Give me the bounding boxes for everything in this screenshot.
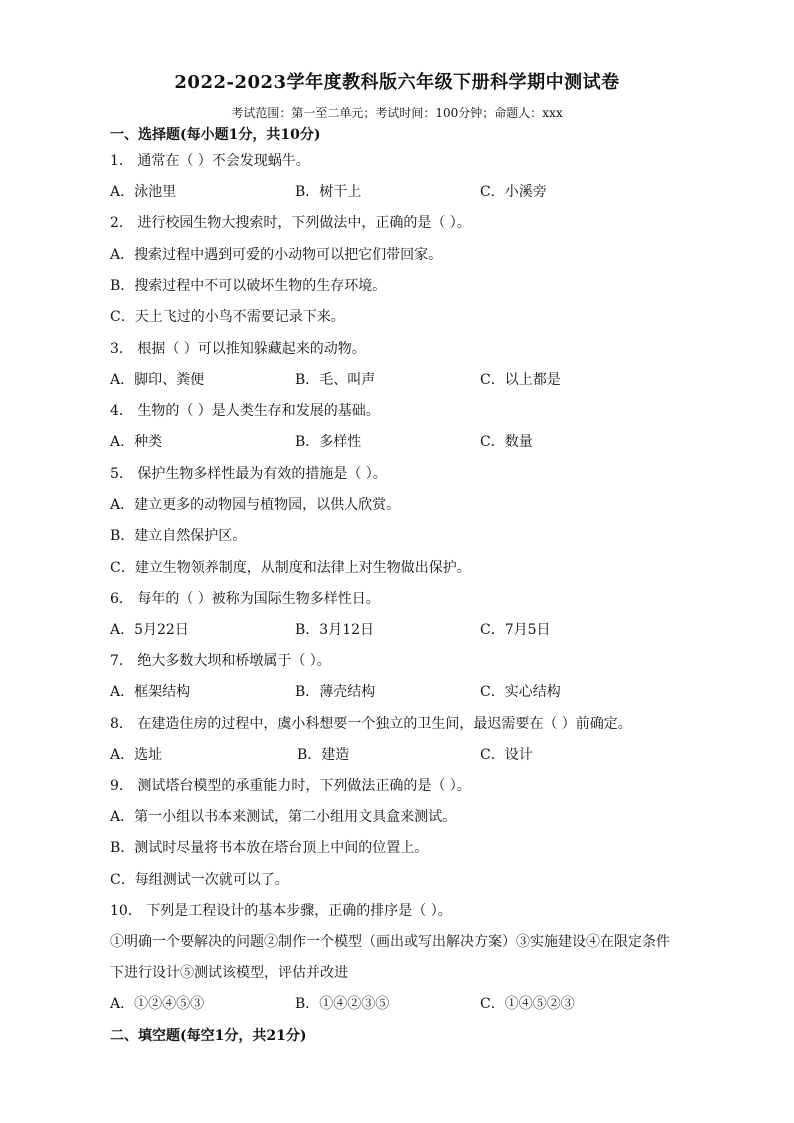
question-stem: 7． 绝大多数大坝和桥墩属于（ ）。 [110, 653, 331, 669]
option-a: A．选址 [110, 747, 163, 763]
question-stem: 2． 进行校园生物大搜索时，下列做法中，正确的是（ ）。 [110, 215, 471, 231]
option-a: A．第一小组以书本来测试，第二小组用文具盒来测试。 [110, 809, 457, 825]
option-c: C．建立生物领养制度，从制度和法律上对生物做出保护。 [110, 560, 471, 576]
option-b: B．建立自然保护区。 [110, 528, 247, 544]
option-c: C．设计 [480, 747, 533, 763]
section-heading-fill-blank: 二、填空题(每空1分，共21分) [110, 1028, 307, 1044]
option-c: C．①④⑤②③ [480, 996, 575, 1012]
option-a: A．建立更多的动物园与植物园，以供人欣赏。 [110, 497, 401, 513]
option-b: B．建造 [297, 747, 350, 763]
question-stem-continued: ①明确一个要解决的问题②制作一个模型（画出或写出解决方案）③实施建设④在限定条件 [110, 934, 670, 950]
question-stem: 9． 测试塔台模型的承重能力时，下列做法正确的是（ ）。 [110, 778, 471, 794]
option-c: C．7月5日 [480, 622, 551, 638]
option-a: A．框架结构 [110, 684, 191, 700]
question-stem: 8． 在建造住房的过程中，虞小科想要一个独立的卫生间，最迟需要在（ ）前确定。 [110, 716, 632, 732]
option-b: B．3月12日 [295, 622, 375, 638]
option-a: A．搜索过程中遇到可爱的小动物可以把它们带回家。 [110, 247, 443, 263]
option-a: A．5月22日 [110, 622, 189, 638]
option-c: C．实心结构 [480, 684, 561, 700]
question-stem: 10． 下列是工程设计的基本步骤，正确的排序是（ ）。 [110, 903, 452, 919]
question-stem-continued: 下进行设计⑤测试该模型，评估并改进 [110, 965, 348, 981]
option-b: B．树干上 [295, 184, 362, 200]
option-c: C．小溪旁 [480, 184, 547, 200]
option-a: A．①②④⑤③ [110, 996, 205, 1012]
exam-info: 考试范围：第一至二单元；考试时间：100分钟；命题人：xxx [231, 106, 563, 120]
option-a: A．泳池里 [110, 184, 177, 200]
option-b: B．①④②③⑤ [295, 996, 390, 1012]
option-c: C．以上都是 [480, 372, 561, 388]
option-a: A．脚印、粪便 [110, 372, 205, 388]
option-b: B．搜索过程中不可以破坏生物的生存环境。 [110, 278, 387, 294]
option-a: A．种类 [110, 434, 163, 450]
question-stem: 1． 通常在（ ）不会发现蜗牛。 [110, 153, 310, 169]
option-b: B．多样性 [295, 434, 362, 450]
question-stem: 4． 生物的（ ）是人类生存和发展的基础。 [110, 403, 380, 419]
page-title: 2022-2023学年度教科版六年级下册科学期中测试卷 [174, 72, 620, 93]
question-stem: 5． 保护生物多样性最为有效的措施是（ ）。 [110, 466, 387, 482]
option-b: B．测试时尽量将书本放在塔台顶上中间的位置上。 [110, 840, 429, 856]
option-b: B．薄壳结构 [295, 684, 376, 700]
question-stem: 3． 根据（ ）可以推知躲藏起来的动物。 [110, 341, 366, 357]
option-c: C．每组测试一次就可以了。 [110, 872, 289, 888]
option-b: B．毛、叫声 [295, 372, 376, 388]
option-c: C．数量 [480, 434, 533, 450]
question-stem: 6． 每年的（ ）被称为国际生物多样性日。 [110, 591, 380, 607]
section-heading-choice: 一、选择题(每小题1分，共10分) [110, 127, 321, 143]
option-c: C．天上飞过的小鸟不需要记录下来。 [110, 309, 345, 325]
